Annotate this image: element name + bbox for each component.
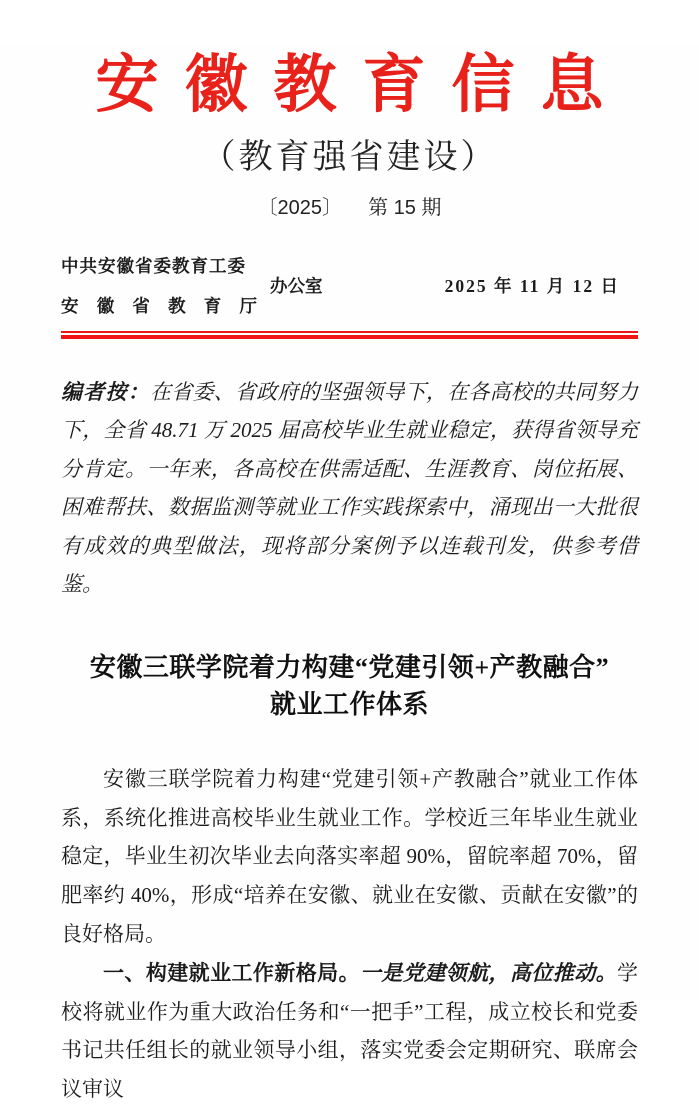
article-title-line-1: 安徽三联学院着力构建“党建引领+产教融合” bbox=[89, 652, 610, 682]
article-body bbox=[61, 760, 638, 1109]
editor-note-label: 编者按： bbox=[61, 379, 150, 404]
issue-line bbox=[61, 191, 638, 220]
paragraph-lead: 一、构建就业工作新格局。 bbox=[103, 960, 360, 985]
article-paragraph-overview bbox=[61, 760, 638, 954]
paragraph-sublead: 一是党建领航，高位推动。 bbox=[360, 960, 617, 985]
article-paragraph-section-1 bbox=[61, 954, 638, 1109]
masthead-divider bbox=[61, 331, 638, 339]
issue-date: 2025 年 11 月 12 日 bbox=[444, 275, 620, 296]
issue-number: 第 15 期 bbox=[368, 196, 442, 219]
org-line-party-committee: 中共安徽省委教育工委 bbox=[61, 255, 246, 276]
masthead bbox=[61, 46, 638, 220]
paragraph-text: 学校将就业作为重大政治任务和“一把手”工程，成立校长和党委书记共任组长的就业领导小组，落实党委会定期研究、联席会议审议 bbox=[61, 960, 638, 1102]
document-page bbox=[0, 46, 699, 1102]
editor-note-text: 在省委、省政府的坚强领导下，在各高校的共同努力下，全省 48.71 万 2025 届高校毕业生就业稳定，获得省领导充分肯定。一年来，各高校在供需适配、生涯教育、岗位拓展、困难帮扶、数据监测等就业工作实践探索中，涌现出一大批很有成效的典型做法，现将部分案例予以连载刊发，供参考借鉴。 bbox=[61, 379, 639, 597]
article-title bbox=[61, 649, 638, 723]
org-line-education-department: 安徽省教育厅 bbox=[61, 295, 258, 316]
divider-thick-line bbox=[61, 335, 638, 339]
masthead-title: 安徽教育信息 bbox=[95, 50, 630, 120]
editor-note bbox=[61, 373, 638, 604]
issuing-org-names bbox=[61, 253, 323, 318]
org-office-suffix: 办公室 bbox=[270, 275, 323, 296]
issue-year: 〔2025〕 bbox=[257, 196, 343, 219]
issuing-org-row bbox=[61, 253, 638, 318]
masthead-subtitle: （教育强省建设） bbox=[201, 137, 498, 176]
issuing-org-column bbox=[61, 253, 258, 318]
paragraph-text: 安徽三联学院着力构建“党建引领+产教融合”就业工作体系，系统化推进高校毕业生就业工作。学校近三年毕业生就业稳定，毕业生初次毕业去向落实率超 90%，留皖率超 70%，留肥率约 40%，形成“培养在安徽、就业在安徽、贡献在安徽”的良好格局。 bbox=[61, 766, 638, 946]
article-title-line-2: 就业工作体系 bbox=[269, 689, 429, 719]
